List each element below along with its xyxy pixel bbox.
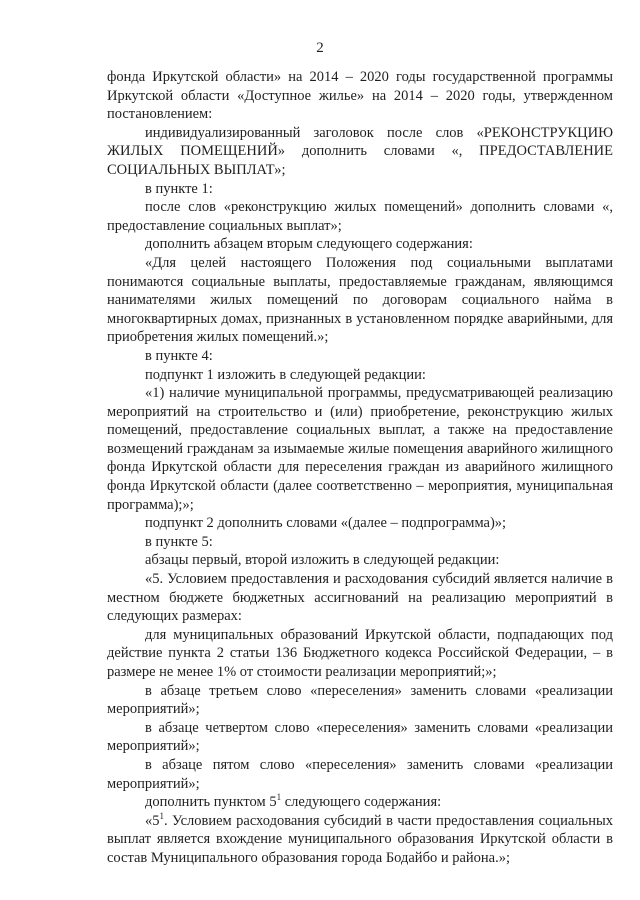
paragraph-6: «Для целей настоящего Положения под социальными выплатами понимаются социальные выплаты, предоставляемые гражданам, являющимся нанимателями жилых помещений по договорам социального найма в многоквартирных домах, признанных в установленном порядке аварийными, для приобретения жилых помещений.»; bbox=[107, 254, 613, 346]
paragraph-15: в абзаце третьем слово «переселения» заменить словами «реализации мероприятий»; bbox=[107, 682, 613, 718]
document-body bbox=[107, 68, 613, 868]
paragraph-1: фонда Иркутской области» на 2014 – 2020 годы государственной программы Иркутской области «Доступное жилье» на 2014 – 2020 годы, утвержденном постановлением: bbox=[107, 69, 613, 123]
page-number: 2 bbox=[316, 40, 324, 56]
paragraph-12: абзацы первый, второй изложить в следующей редакции: bbox=[145, 552, 500, 569]
paragraph-8: подпункт 1 изложить в следующей редакции: bbox=[145, 366, 426, 383]
paragraph-2: индивидуализированный заголовок после слов «РЕКОНСТРУКЦИЮ ЖИЛЫХ ПОМЕЩЕНИЙ» дополнить словами «, ПРЕДОСТАВЛЕНИЕ СОЦИАЛЬНЫХ ВЫПЛАТ»; bbox=[107, 124, 613, 178]
paragraph-19-text: «5 bbox=[145, 812, 160, 829]
paragraph-4: после слов «реконструкцию жилых помещений» дополнить словами «, предоставление социальных выплат»; bbox=[107, 199, 613, 234]
paragraph-10: подпункт 2 дополнить словами «(далее – подпрограмма)»; bbox=[145, 515, 507, 532]
paragraph-9: «1) наличие муниципальной программы, предусматривающей реализацию мероприятий на строительство и (или) приобретение, реконструкцию жилых помещений, предоставление социальных выплат, а также на предоставление возмещений гражданам за изымаемые жилые помещения аварийного жилищного фонда Иркутской области для переселения граждан из аварийного жилищного фонда Иркутской области (далее соответственно – мероприятия, муниципальная программа);»; bbox=[107, 385, 613, 513]
paragraph-17: в абзаце пятом слово «переселения» заменить словами «реализации мероприятий»; bbox=[107, 756, 613, 792]
paragraph-18-text: дополнить пунктом 5 bbox=[145, 794, 277, 811]
paragraph-19 bbox=[107, 812, 613, 868]
superscript-1: 1 bbox=[276, 792, 282, 803]
paragraph-14: для муниципальных образований Иркутской области, подпадающих под действие пункта 2 статьи 136 Бюджетного кодекса Российской Федерации, – в размере не менее 1% от стоимости реализации мероприятий;»; bbox=[107, 626, 613, 680]
paragraph-19-text-tail: . Условием расходования субсидий в части предоставления социальных выплат является вхождение муниципального образования Иркутской области в состав Муниципального образования города Бодайбо и района.»; bbox=[107, 812, 613, 866]
paragraph-11: в пункте 5: bbox=[145, 533, 213, 550]
paragraph-16: в абзаце четвертом слово «переселения» заменить словами «реализации мероприятий»; bbox=[107, 719, 613, 755]
paragraph-13: «5. Условием предоставления и расходования субсидий является наличие в местном бюджете бюджетных ассигнований на реализацию мероприятий в следующих размерах: bbox=[107, 571, 613, 625]
paragraph-18-text-tail: следующего содержания: bbox=[281, 794, 442, 811]
superscript-1-clause: 1 bbox=[159, 810, 164, 821]
paragraph-7: в пункте 4: bbox=[145, 347, 213, 364]
paragraph-18 bbox=[107, 793, 613, 812]
paragraph-3: в пункте 1: bbox=[145, 180, 213, 197]
paragraph-5: дополнить абзацем вторым следующего содержания: bbox=[145, 236, 473, 253]
